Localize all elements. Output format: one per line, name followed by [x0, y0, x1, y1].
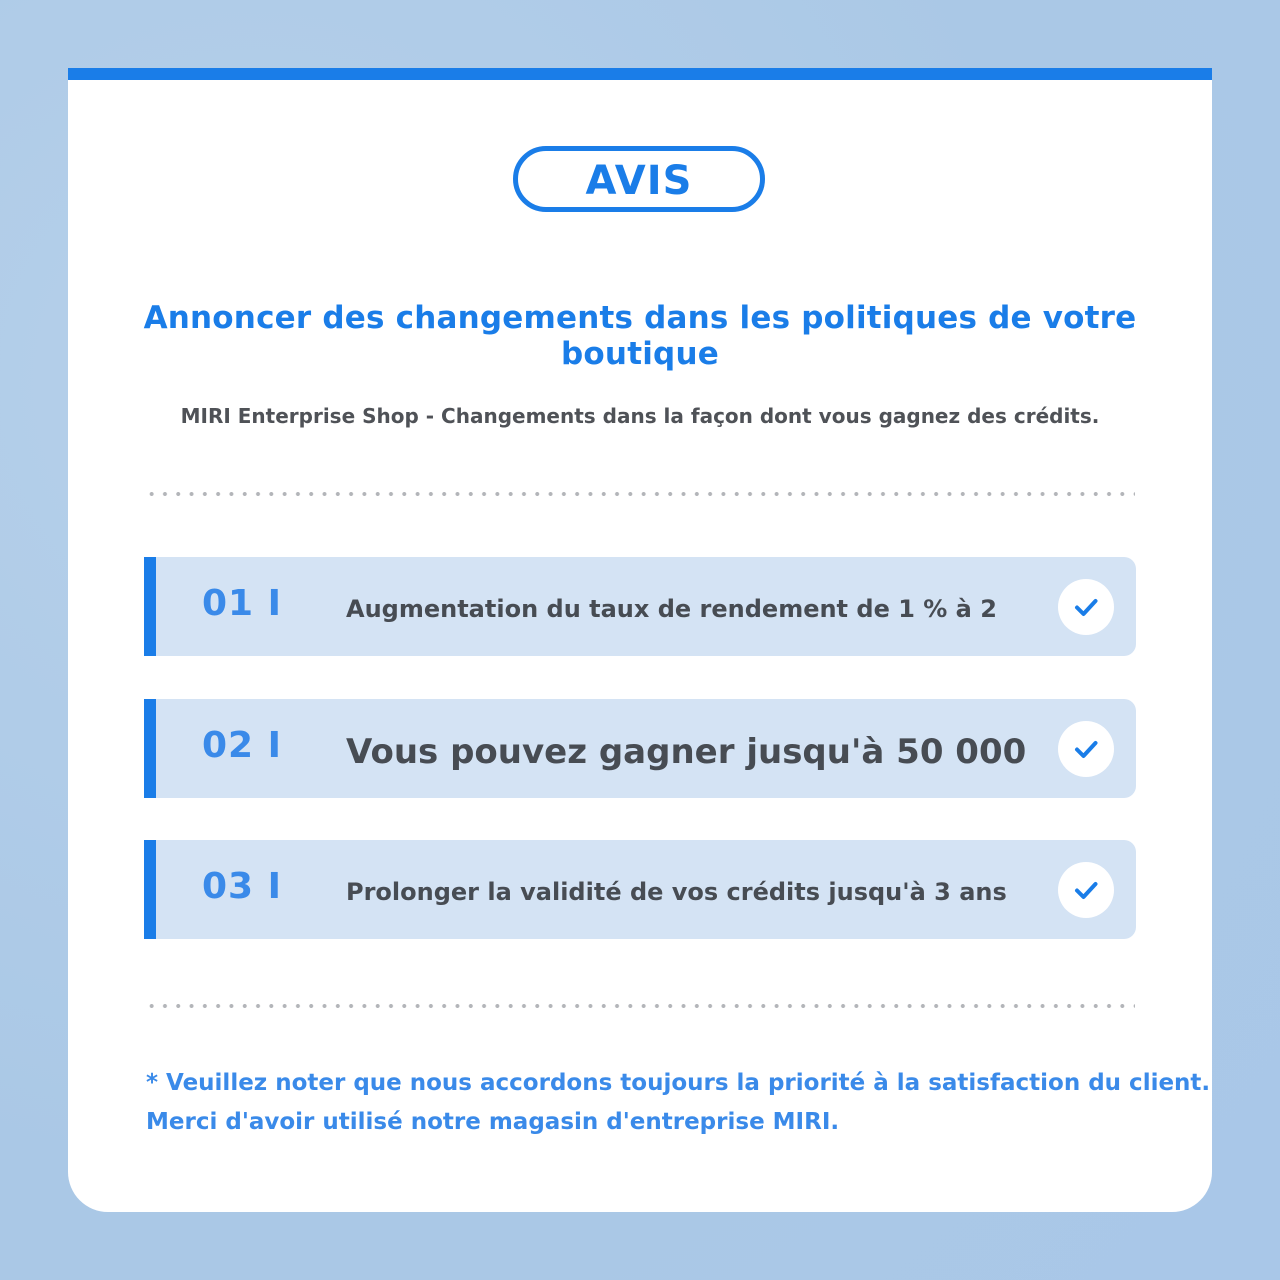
notice-card — [68, 68, 1212, 1212]
footer-note — [146, 1064, 1210, 1142]
list-item-1 — [144, 557, 1136, 656]
list-item-2 — [144, 699, 1136, 798]
card-top-accent-bar — [68, 68, 1212, 80]
notice-badge — [513, 146, 765, 212]
list-item-text: Vous pouvez gagner jusqu'à 50 000 — [346, 732, 1027, 772]
check-icon — [1058, 579, 1114, 635]
page-subtitle: MIRI Enterprise Shop - Changements dans la façon dont vous gagnez des crédits. — [180, 404, 1100, 428]
footer-note-line-1: * Veuillez noter que nous accordons toujours la priorité à la satisfaction du client. — [146, 1070, 1211, 1096]
list-item-text: Prolonger la validité de vos crédits jusqu'à 3 ans — [346, 878, 1007, 906]
dotted-divider-bottom — [145, 1004, 1135, 1008]
dotted-divider-top — [145, 492, 1135, 496]
page-title: Annoncer des changements dans les politiques de votre boutique — [143, 300, 1137, 372]
list-item-number: 03 I — [202, 866, 283, 907]
list-item-3 — [144, 840, 1136, 939]
list-item-number: 01 I — [202, 583, 283, 624]
check-icon — [1058, 862, 1114, 918]
list-item-number: 02 I — [202, 725, 283, 766]
footer-note-line-2: Merci d'avoir utilisé notre magasin d'entreprise MIRI. — [146, 1109, 840, 1135]
check-icon — [1058, 721, 1114, 777]
notice-badge-label: AVIS — [585, 158, 693, 204]
list-item-text: Augmentation du taux de rendement de 1 % à 2 — [346, 595, 997, 623]
